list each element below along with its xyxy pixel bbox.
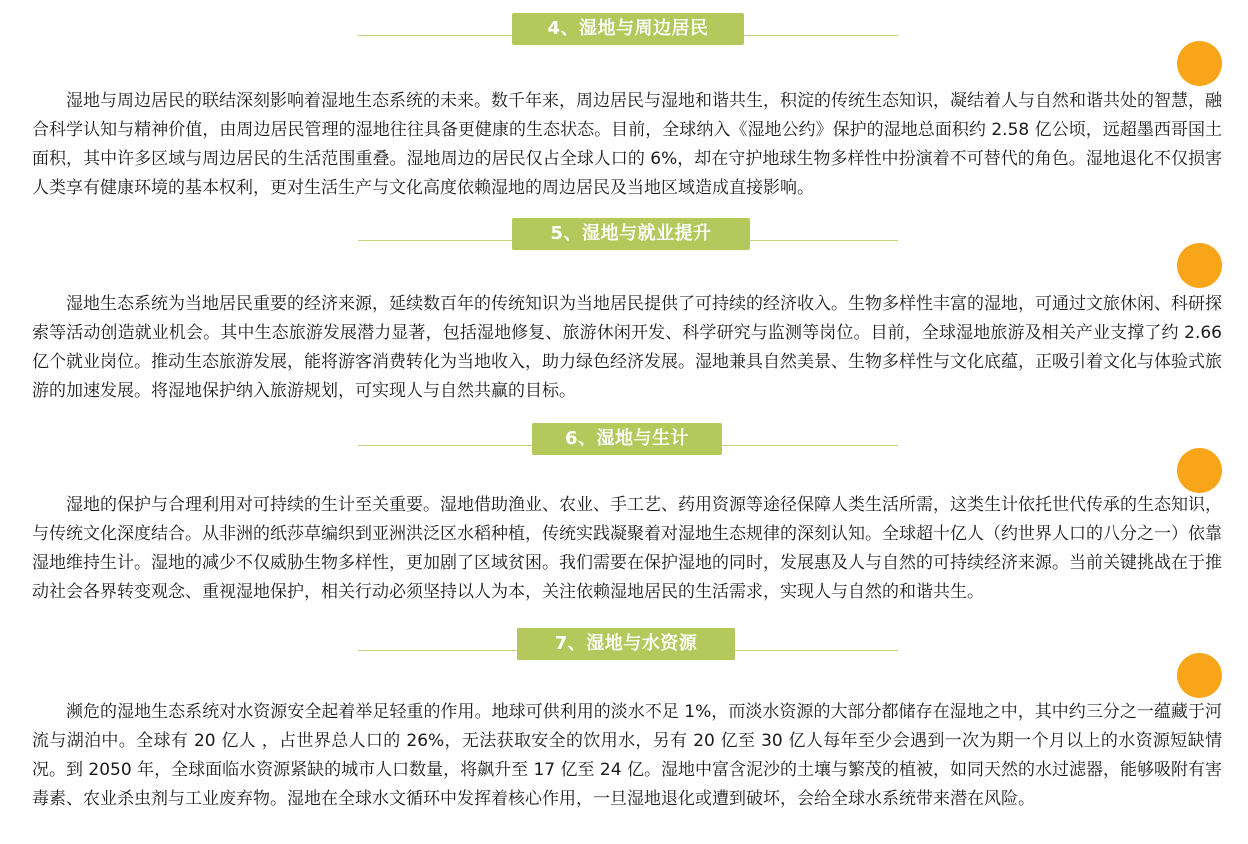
section-heading: 4、湿地与周边居民 (512, 13, 744, 45)
section-header (0, 423, 1248, 457)
orange-dot-icon (1177, 653, 1222, 698)
section-heading: 7、湿地与水资源 (517, 628, 735, 660)
section-header (0, 218, 1248, 252)
orange-dot-icon (1177, 448, 1222, 493)
section-header (0, 628, 1248, 662)
section-body: 濒危的湿地生态系统对水资源安全起着举足轻重的作用。地球可供利用的淡水不足 1%，而淡水资源的大部分都储存在湿地之中，其中约三分之一蕴藏于河流与湖泊中。全球有 20 亿人 ，占世界总人口的 26%，无法获取安全的饮用水，另有 20 亿至 30 亿人每年至少会遇到一次为期一个月以上的水资源短缺情况。到 2050 年，全球面临水资源紧缺的城市人口数量，将飙升至 17 亿至 24 亿。湿地中富含泥沙的土壤与繁茂的植被，如同天然的水过滤器，能够吸附有害毒素、农业杀虫剂与工业废弃物。湿地在全球水文循环中发挥着核心作用，一旦湿地退化或遭到破坏，会给全球水系统带来潜在风险。 (32, 702, 1222, 809)
section-body: 湿地的保护与合理利用对可持续的生计至关重要。湿地借助渔业、农业、手工艺、药用资源等途径保障人类生活所需，这类生计依托世代传承的生态知识，与传统文化深度结合。从非洲的纸莎草编织到亚洲洪泛区水稻种植，传统实践凝聚着对湿地生态规律的深刻认知。全球超十亿人（约世界人口的八分之一）依靠湿地维持生计。湿地的减少不仅威胁生物多样性，更加剧了区域贫困。我们需要在保护湿地的同时，发展惠及人与自然的可持续经济来源。当前关键挑战在于推动社会各界转变观念、重视湿地保护，相关行动必须坚持以人为本，关注依赖湿地居民的生活需求，实现人与自然的和谐共生。 (32, 495, 1222, 602)
section-body: 湿地生态系统为当地居民重要的经济来源，延续数百年的传统知识为当地居民提供了可持续的经济收入。生物多样性丰富的湿地，可通过文旅休闲、科研探索等活动创造就业机会。其中生态旅游发展潜力显著，包括湿地修复、旅游休闲开发、科学研究与监测等岗位。目前，全球湿地旅游及相关产业支撑了约 2.66 亿个就业岗位。推动生态旅游发展，能将游客消费转化为当地收入，助力绿色经济发展。湿地兼具自然美景、生物多样性与文化底蕴，正吸引着文化与体验式旅游的加速发展。将湿地保护纳入旅游规划，可实现人与自然共赢的目标。 (32, 294, 1222, 401)
section-body: 湿地与周边居民的联结深刻影响着湿地生态系统的未来。数千年来，周边居民与湿地和谐共生，积淀的传统生态知识，凝结着人与自然和谐共处的智慧，融合科学认知与精神价值，由周边居民管理的湿地往往具备更健康的生态状态。目前，全球纳入《湿地公约》保护的湿地总面积约 2.58 亿公顷，远超墨西哥国土面积，其中许多区域与周边居民的生活范围重叠。湿地周边的居民仅占全球人口的 6%，却在守护地球生物多样性中扮演着不可替代的角色。湿地退化不仅损害人类享有健康环境的基本权利，更对生活生产与文化高度依赖湿地的周边居民及当地区域造成直接影响。 (32, 91, 1222, 198)
orange-dot-icon (1177, 243, 1222, 288)
section-heading: 6、湿地与生计 (532, 423, 722, 455)
orange-dot-icon (1177, 41, 1222, 86)
section-heading: 5、湿地与就业提升 (512, 218, 750, 250)
section-header (0, 13, 1248, 47)
